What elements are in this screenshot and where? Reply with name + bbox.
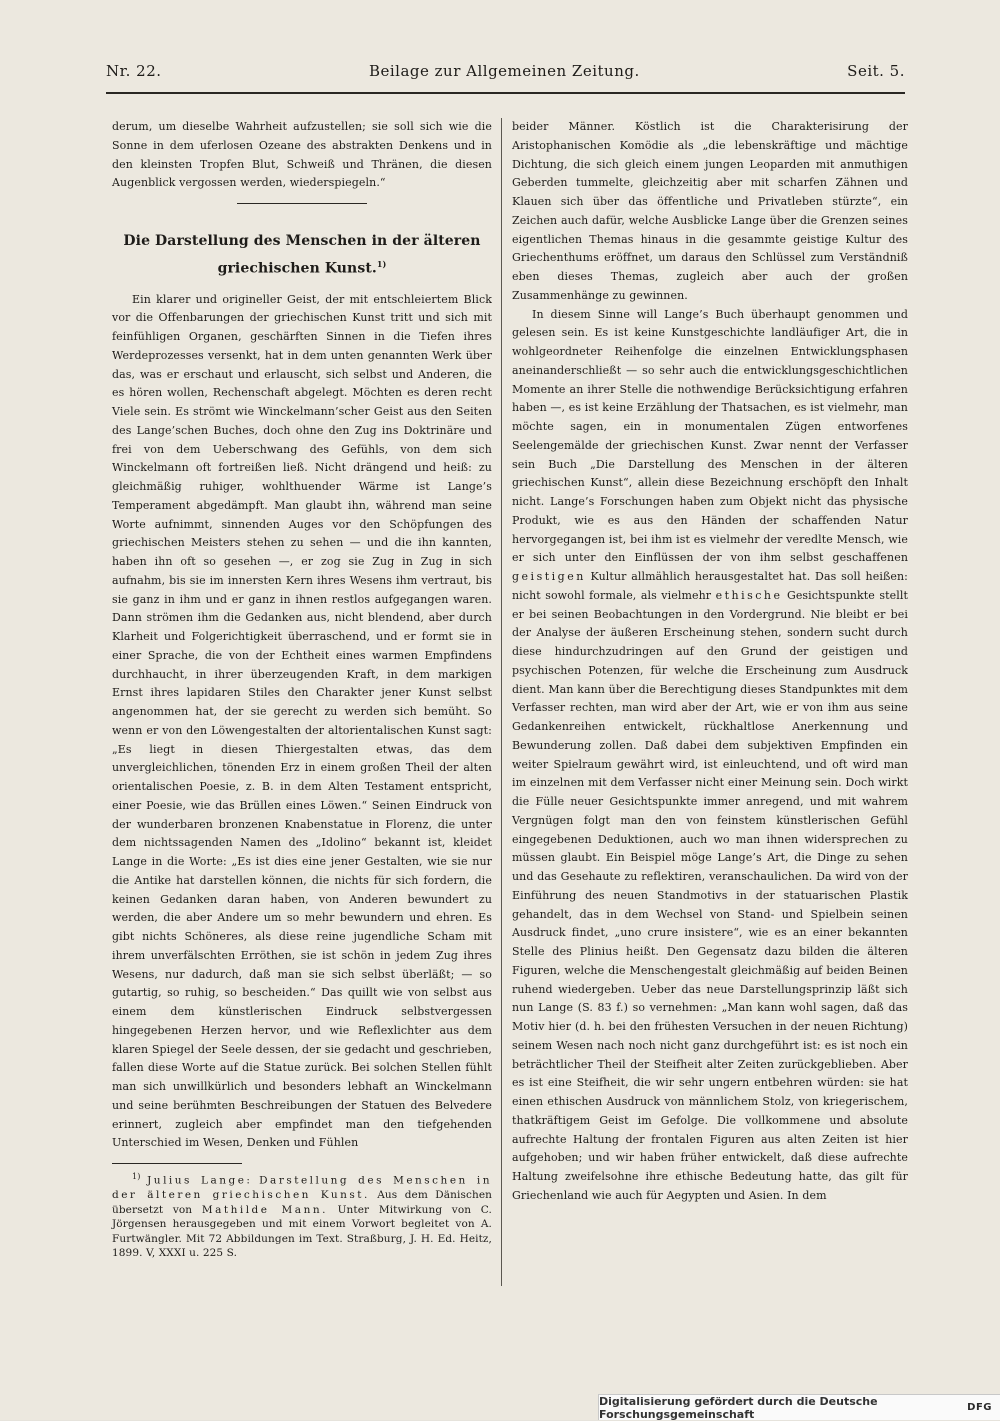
section-divider [237, 203, 367, 204]
title-footnote-mark: 1) [376, 259, 387, 269]
left-column [112, 118, 492, 1261]
digitization-credit-bar [598, 1394, 1000, 1420]
para2-part-2: Kultur allmählich herausgestaltet hat. Das soll heißen: nicht sowohl formale, als vielmehr [512, 570, 908, 602]
footnote-translation: Aus dem Dänischen übersetzt von [112, 1189, 492, 1216]
footnote-rule [112, 1163, 242, 1164]
right-column [512, 118, 908, 1206]
header-rule [106, 92, 905, 94]
issue-number: Nr. 22. [106, 62, 162, 80]
para2-part-3: Gesichtspunkte stellt er bei seinen Beobachtungen in den Vordergrund. Nie bleibt er bei der Analyse der äußeren Erscheinung stehen, sondern sucht durch diese hindurchzudringen auf den Grund der geistigen und psychischen Potenzen, für welche die Erscheinung zum Ausdruck dient. Man kann über die Berechtigung dieses Standpunktes mit dem Verfasser rechten, man wird aber der Art, wie er von ihm aus seine Gedankenreihen entwickelt, rückhaltlose Anerkennung und Bewunderung zollen. Daß dabei dem subjektiven Empfinden ein weiter Spielraum gewährt wird, ist einleuchtend, und oft wird man im einzelnen mit dem Verfasser nicht einer Meinung sein. Doch wirkt die Fülle neuer Gesichtspunkte immer anregend, und mit wahrem Vergnügen folgt man den von feinstem künstlerischen Gefühl eingegebenen Deduktionen, auch wo man ihnen widersprechen zu müssen glaubt. Ein Beispiel möge Lange’s Art, die Dinge zu sehen und das Gesehaute zu reflektiren, veranschaulichen. Da wird von der Einführung des neuen Standmotivs in der statuarischen Plastik gehandelt, das in dem Wechsel von Stand- und Spielbein seinen Ausdruck findet, „uno crure insistere“, wie es an einer bekannten Stelle des Plinius heißt. Den Gegensatz dazu bilden die älteren Figuren, welche die Menschengestalt gleichmäßig auf beiden Beinen ruhend wiedergeben. Ueber das neue Darstellungsprinzip läßt sich nun Lange (S. 83 f.) so vernehmen: „Man kann wohl sagen, daß das Motiv hier (d. h. bei den frühesten Versuchen in der neuen Richtung) seinem Wesen nach noch nicht ganz durchgeführt ist: es ist noch ein beträchtlicher Theil der Steifheit alter Zeiten zurückgeblieben. Aber es ist eine Steifheit, die wir sehr ungern entbehren würden: sie hat einen ethischen Ausdruck von männlichem Stolz, von kriegerischem, thatkräftigem Geist im Gefolge. Die vollkommene und absolute aufrechte Haltung der frontalen Figuren aus alten Zeiten ist hier aufgehoben; und wir haben früher entwickelt, daß diese aufrechte Haltung zweifelsohne ihre ethische Bedeutung hatte, das gilt für Griechenland wie auch für Aegypten und Asien. In dem [512, 588, 908, 1202]
page-number: Seit. 5. [847, 62, 905, 80]
continued-paragraph: derum, um dieselbe Wahrheit aufzustellen; sie soll sich wie die Sonne in dem uferlosen Ozeane des abstrakten Denkens und in den kleinsten Tropfen Blut, Schweiß und Thränen, die diesen Augenblick vergossen werden, wiederspiegeln.“ [112, 120, 492, 190]
digitization-credit: Digitalisierung gefördert durch die Deutsche Forschungsgemeinschaft [599, 1394, 878, 1421]
footnote-details: Unter Mitwirkung von C. Jörgensen herausgegeben und mit einem Vorwort begleitet von A. Furtwängler. Mit 72 Abbildungen im Text. Straßburg, J. H. Ed. Heitz, 1899. V, XXXI u. 225 S. [112, 1203, 492, 1260]
spaced-word-geistigen: geistigen [512, 570, 586, 583]
right-paragraph-2 [512, 306, 908, 1206]
spaced-word-ethische: ethische [715, 588, 783, 602]
footnote-book-title: Darstellung des Menschen in der älteren griechischen Kunst. [112, 1174, 492, 1202]
para2-part-1: In diesem Sinne will Lange’s Buch überhaupt genommen und gelesen sein. Es ist keine Kunstgeschichte landläufiger Art, die in wohlgeordneter Reihenfolge die einzelnen Entwicklungsphasen aneinanderschließt — so sehr auch die entwicklungsgeschichtlichen Momente an ihrer Stelle die nothwendige Berücksichtigung erfahren haben —, es ist keine Erzählung der Thatsachen, es ist vielmehr, man möchte sagen, ein in monumentalen Zügen entworfenes Seelengemälde der griechischen Kunst. Zwar nennt der Verfasser sein Buch „Die Darstellung des Menschen in der älteren griechischen Kunst“, allein diese Bezeichnung erschöpft den Inhalt nicht. Lange’s Forschungen haben zum Objekt nicht das physische Produkt, wie es aus den Händen der schaffenden Natur hervorgegangen ist, bei ihm ist es vielmehr der veredlte Mensch, wie er sich unter den Einflüssen der von ihm selbst geschaffenen [512, 307, 908, 565]
footnote [112, 1170, 492, 1261]
page-header [106, 62, 905, 92]
article-body: Ein klarer und origineller Geist, der mit entschleiertem Blick vor die Offenbarungen der griechischen Kunst tritt und sich mit feinfühligen Organen, geschärften Sinnen in die Tiefen ihres Werdeprozesses versenkt, hat in dem unten genannten Werk über das, was er erschaut und erlauscht, sich selbst und Anderen, die es hören wollen, Rechenschaft abgelegt. Möchten es deren recht Viele sein. Es strömt wie Winckelmann’scher Geist aus den Seiten des Lange’schen Buches, doch ohne den Zug ins Doktrinäre und frei von dem Ueberschwang des Gefühls, von dem sich Winckelmann oft fortreißen ließ. Nicht drängend und heiß: zu gleichmäßig ruhiger, wohlthuender Wärme ist Lange’s Temperament abgedämpft. Man glaubt ihn, während man seine Worte aufnimmt, sinnenden Auges vor den Schöpfungen des griechischen Meisters stehen zu sehen — und die ihn kannten, haben ihn oft so gesehen —, er zog sie Zug in Zug in sich aufnahm, bis sie im innersten Kern ihres Wesens ihm vertraut, bis sie ganz in ihm und er ganz in ihnen restlos aufgegangen waren. Dann strömen ihm die Gedanken aus, nicht blendend, aber durch Klarheit und Folgerichtigkeit überraschend, und er formt sie in einer Sprache, die von der Echtheit eines warmen Empfindens durchhaucht, in ihrer überzeugenden Kraft, in dem markigen Ernst ihres lapidaren Stiles den Charakter jener Kunst selbst angenommen hat, der sie gerecht zu werden sich bemüht. So wenn er von den Löwengestalten der altorientalischen Kunst sagt: „Es liegt in diesen Thiergestalten etwas, das dem unvergleichlichen, tönenden Erz in einem großen Theil der alten orientalischen Poesie, z. B. in dem Alten Testament entspricht, einer Poesie, wie das Brüllen eines Löwen.“ Seinen Eindruck von der wunderbaren bronzenen Knabenstatue in Florenz, die unter dem nichtssagenden Namen des „Idolino“ bekannt ist, kleidet Lange in die Worte: „Es ist dies eine jener Gestalten, wie sie nur die Antike hat darstellen können, die nichts für sich fordern, die keinen Gedanken daran haben, von Anderen bewundert zu werden, die aber Andere um so mehr bewundern und ehren. Es gibt nichts Schöneres, als diese reine jugendliche Scham mit ihrem unverfälschten Erröthen, sie ist schön in jedem Zug ihres Wesens, nur dadurch, daß man sie sich selbst überläßt; — so gutartig, so ruhig, so bescheiden.“ Das quillt wie von selbst aus einem dem künstlerischen Eindruck selbstvergessen hingegebenen Herzen hervor, und wie Reflexlichter aus dem klaren Spiegel der Seele dessen, der sie gedacht und geschrieben, fallen diese Worte auf die Statue zurück. Bei solchen Stellen fühlt man sich unwillkürlich und besonders lebhaft an Winckelmann und seine berühmten Beschreibungen der Statuen des Belvedere erinnert, zugleich aber empfindet man den tiefgehenden Unterschied im Wesen, Denken und Fühlen [112, 292, 492, 1150]
publication-title: Beilage zur Allgemeinen Zeitung. [368, 62, 640, 80]
dfg-logo: DFG [967, 1402, 992, 1413]
article-title [112, 230, 492, 281]
column-divider [501, 118, 502, 1286]
right-paragraph-1: beider Männer. Köstlich ist die Charakterisirung der Aristophanischen Komödie als „die lebenskräftige und mächtige Dichtung, die sich gleich einem jungen Leoparden mit anmuthigen Geberden tummelte, gleichzeitig aber mit scharfen Zähnen und Klauen sich über das öffentliche und Privatleben stürzte“, ein Zeichen auch dafür, welche Ausblicke Lange über die Grenzen seines eigentlichen Themas hinaus in die gesammte geistige Kultur des Griechenthums eröffnet, um daraus den Schlüssel zum Verständniß eben dieses Themas, zugleich aber auch der großen Zusammenhänge zu gewinnen. [512, 120, 908, 302]
article-title-text: Die Darstellung des Menschen in der älteren griechischen Kunst. [123, 233, 481, 277]
footnote-mark: 1) [132, 1172, 141, 1182]
footnote-translator: Mathilde Mann. [201, 1203, 328, 1216]
footnote-author: Julius Lange: [147, 1174, 253, 1187]
